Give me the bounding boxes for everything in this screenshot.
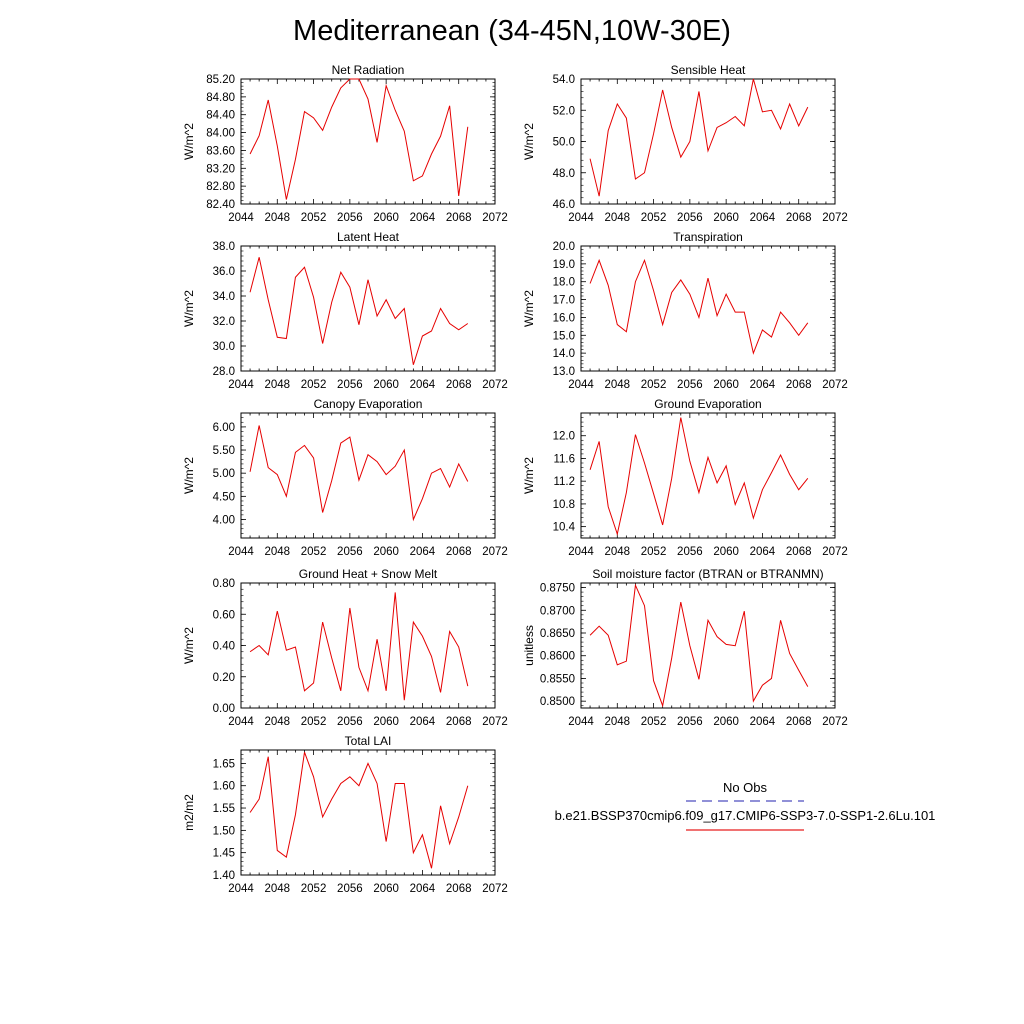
y-tick-label: 5.50	[212, 445, 235, 458]
x-tick-label: 2044	[568, 546, 594, 558]
plot-frame	[241, 79, 495, 204]
x-tick-label: 2060	[373, 883, 399, 895]
figure-title: Mediterranean (34-45N,10W-30E)	[293, 15, 731, 47]
y-tick-label: 1.45	[212, 847, 235, 860]
y-tick-label: 11.2	[553, 476, 575, 489]
x-tick-label: 2072	[482, 212, 508, 224]
x-tick-label: 2052	[300, 716, 327, 728]
y-tick-label: 0.8750	[539, 582, 575, 595]
x-tick-label: 2044	[228, 379, 254, 391]
series-line	[250, 79, 468, 200]
panel-grid	[182, 63, 848, 895]
x-tick-label: 2064	[409, 716, 436, 728]
panel-title: Ground Heat + Snow Melt	[298, 567, 438, 581]
y-tick-label: 36.0	[212, 266, 235, 278]
x-tick-label: 2044	[228, 883, 254, 895]
x-tick-label: 2056	[337, 212, 363, 224]
x-tick-label: 2060	[373, 546, 399, 558]
x-tick-label: 2060	[713, 716, 739, 728]
x-tick-label: 2064	[409, 379, 436, 391]
x-tick-label: 2052	[640, 716, 667, 728]
x-tick-label: 2052	[640, 379, 667, 391]
x-tick-label: 2048	[264, 546, 291, 558]
panel-title: Net Radiation	[331, 63, 405, 77]
panel-8	[182, 734, 508, 895]
panel-title: Soil moisture factor (BTRAN or BTRANMN)	[592, 567, 824, 581]
x-tick-label: 2056	[337, 379, 363, 391]
panel-title: Sensible Heat	[670, 63, 746, 77]
series-line	[590, 260, 808, 353]
x-tick-label: 2048	[264, 212, 291, 224]
panel-2	[182, 230, 508, 391]
y-tick-label: 12.0	[552, 430, 575, 443]
series-line	[250, 426, 468, 520]
plot-frame	[581, 413, 835, 538]
y-tick-label: 0.40	[212, 640, 235, 653]
x-tick-label: 2056	[677, 716, 703, 728]
plot-frame	[581, 79, 835, 204]
y-tick-label: 20.0	[552, 241, 575, 253]
x-tick-label: 2056	[337, 716, 363, 728]
y-tick-label: 1.55	[212, 803, 235, 816]
x-tick-label: 2072	[482, 379, 508, 391]
y-tick-label: 11.6	[553, 453, 575, 466]
y-tick-label: 0.8650	[539, 628, 575, 640]
y-axis-label: W/m^2	[182, 290, 196, 327]
y-tick-label: 84.80	[206, 91, 235, 104]
x-tick-label: 2052	[300, 379, 327, 391]
panel-title: Latent Heat	[336, 230, 400, 244]
panel-7	[522, 567, 848, 728]
y-tick-label: 38.0	[212, 241, 235, 253]
y-tick-label: 10.8	[552, 498, 575, 511]
x-tick-label: 2048	[264, 379, 291, 391]
y-tick-label: 0.8600	[539, 650, 575, 663]
y-tick-label: 83.60	[206, 145, 235, 158]
x-tick-label: 2072	[822, 379, 848, 391]
x-tick-label: 2044	[568, 379, 594, 391]
legend-obs-label: No Obs	[722, 780, 768, 795]
x-tick-label: 2068	[445, 546, 472, 558]
x-tick-label: 2064	[749, 212, 776, 224]
plot-frame	[581, 583, 835, 708]
panel-6	[182, 567, 508, 728]
x-tick-label: 2064	[409, 883, 436, 895]
panel-5	[522, 397, 848, 558]
series-line	[250, 752, 468, 868]
y-tick-label: 84.40	[206, 109, 235, 122]
x-tick-label: 2044	[228, 546, 254, 558]
y-tick-label: 54.0	[552, 74, 575, 86]
y-tick-label: 46.0	[552, 199, 575, 211]
x-tick-label: 2044	[568, 716, 594, 728]
y-tick-label: 1.60	[212, 780, 235, 793]
y-tick-label: 0.60	[212, 609, 235, 622]
x-tick-label: 2068	[445, 716, 472, 728]
y-axis-label: W/m^2	[182, 123, 196, 160]
y-tick-label: 82.40	[206, 199, 235, 211]
x-tick-label: 2060	[713, 546, 739, 558]
y-axis-label: unitless	[522, 625, 536, 666]
y-axis-label: m2/m2	[182, 794, 196, 831]
panel-title: Ground Evaporation	[654, 397, 762, 411]
y-tick-label: 5.00	[212, 468, 235, 481]
x-tick-label: 2048	[264, 883, 291, 895]
x-tick-label: 2072	[482, 883, 508, 895]
y-tick-label: 18.0	[552, 276, 575, 289]
y-tick-label: 13.0	[552, 366, 575, 378]
x-tick-label: 2052	[640, 212, 667, 224]
y-tick-label: 0.80	[212, 578, 235, 590]
y-tick-label: 32.0	[212, 316, 235, 328]
y-tick-label: 50.0	[552, 136, 575, 149]
x-tick-label: 2048	[604, 379, 631, 391]
y-tick-label: 4.50	[212, 491, 235, 504]
y-tick-label: 17.0	[552, 294, 575, 307]
x-tick-label: 2048	[604, 716, 631, 728]
x-tick-label: 2052	[300, 212, 327, 224]
x-tick-label: 2072	[482, 546, 508, 558]
x-tick-label: 2048	[264, 716, 291, 728]
y-tick-label: 48.0	[552, 167, 575, 180]
legend-model-label: b.e21.BSSP370cmip6.f09_g17.CMIP6-SSP3-7.0-SSP1-2.6Lu.101	[554, 808, 936, 823]
x-tick-label: 2072	[482, 716, 508, 728]
x-tick-label: 2044	[228, 212, 254, 224]
y-tick-label: 1.50	[212, 825, 235, 838]
x-tick-label: 2064	[749, 546, 776, 558]
y-tick-label: 52.0	[552, 105, 575, 118]
y-tick-label: 83.20	[206, 163, 235, 176]
y-axis-label: W/m^2	[522, 123, 536, 160]
x-tick-label: 2068	[785, 212, 812, 224]
y-tick-label: 84.00	[206, 127, 235, 140]
y-tick-label: 6.00	[212, 421, 235, 434]
panel-title: Total LAI	[344, 734, 392, 748]
x-tick-label: 2068	[785, 716, 812, 728]
x-tick-label: 2060	[713, 212, 739, 224]
y-axis-label: W/m^2	[182, 627, 196, 664]
y-axis-label: W/m^2	[522, 290, 536, 327]
panel-1	[522, 63, 848, 224]
x-tick-label: 2060	[373, 716, 399, 728]
y-axis-label: W/m^2	[182, 457, 196, 494]
x-tick-label: 2060	[713, 379, 739, 391]
x-tick-label: 2064	[749, 379, 776, 391]
y-tick-label: 85.20	[206, 74, 235, 86]
panel-title: Canopy Evaporation	[313, 397, 423, 411]
y-tick-label: 16.0	[552, 312, 575, 325]
x-tick-label: 2044	[228, 716, 254, 728]
x-tick-label: 2052	[300, 546, 327, 558]
x-tick-label: 2052	[300, 883, 327, 895]
x-tick-label: 2068	[445, 212, 472, 224]
x-tick-label: 2064	[409, 546, 436, 558]
x-tick-label: 2072	[822, 546, 848, 558]
series-line	[250, 592, 468, 700]
y-tick-label: 30.0	[212, 341, 235, 353]
x-tick-label: 2064	[409, 212, 436, 224]
series-line	[590, 79, 808, 196]
y-tick-label: 0.00	[212, 703, 235, 715]
x-tick-label: 2072	[822, 716, 848, 728]
y-tick-label: 0.8500	[539, 696, 575, 709]
y-tick-label: 1.40	[212, 870, 235, 882]
y-tick-label: 82.80	[206, 181, 235, 194]
legend	[555, 780, 936, 830]
y-tick-label: 14.0	[552, 348, 575, 361]
x-tick-label: 2048	[604, 212, 631, 224]
plot-frame	[241, 750, 495, 875]
x-tick-label: 2056	[337, 883, 363, 895]
x-tick-label: 2068	[445, 883, 472, 895]
x-tick-label: 2060	[373, 379, 399, 391]
panel-0	[182, 63, 508, 224]
x-tick-label: 2060	[373, 212, 399, 224]
x-tick-label: 2064	[749, 716, 776, 728]
y-tick-label: 28.0	[212, 366, 235, 378]
x-tick-label: 2044	[568, 212, 594, 224]
y-tick-label: 10.4	[552, 521, 575, 534]
y-tick-label: 0.8700	[539, 605, 575, 618]
y-tick-label: 1.65	[212, 758, 235, 771]
plot-frame	[241, 413, 495, 538]
x-tick-label: 2056	[677, 212, 703, 224]
series-line	[590, 418, 808, 534]
plot-frame	[241, 246, 495, 371]
x-tick-label: 2056	[677, 379, 703, 391]
x-tick-label: 2072	[822, 212, 848, 224]
x-tick-label: 2056	[677, 546, 703, 558]
y-tick-label: 19.0	[552, 258, 575, 271]
y-tick-label: 4.00	[212, 514, 235, 527]
y-tick-label: 0.20	[212, 671, 235, 684]
plot-frame	[581, 246, 835, 371]
y-tick-label: 15.0	[552, 330, 575, 343]
series-line	[590, 585, 808, 705]
x-tick-label: 2068	[445, 379, 472, 391]
x-tick-label: 2068	[785, 379, 812, 391]
y-tick-label: 34.0	[212, 291, 235, 303]
panel-4	[182, 397, 508, 558]
panel-title: Transpiration	[673, 230, 743, 244]
x-tick-label: 2056	[337, 546, 363, 558]
x-tick-label: 2052	[640, 546, 667, 558]
x-tick-label: 2048	[604, 546, 631, 558]
y-tick-label: 0.8550	[539, 673, 575, 686]
x-tick-label: 2068	[785, 546, 812, 558]
y-axis-label: W/m^2	[522, 457, 536, 494]
panel-3	[522, 230, 848, 391]
series-line	[250, 257, 468, 365]
